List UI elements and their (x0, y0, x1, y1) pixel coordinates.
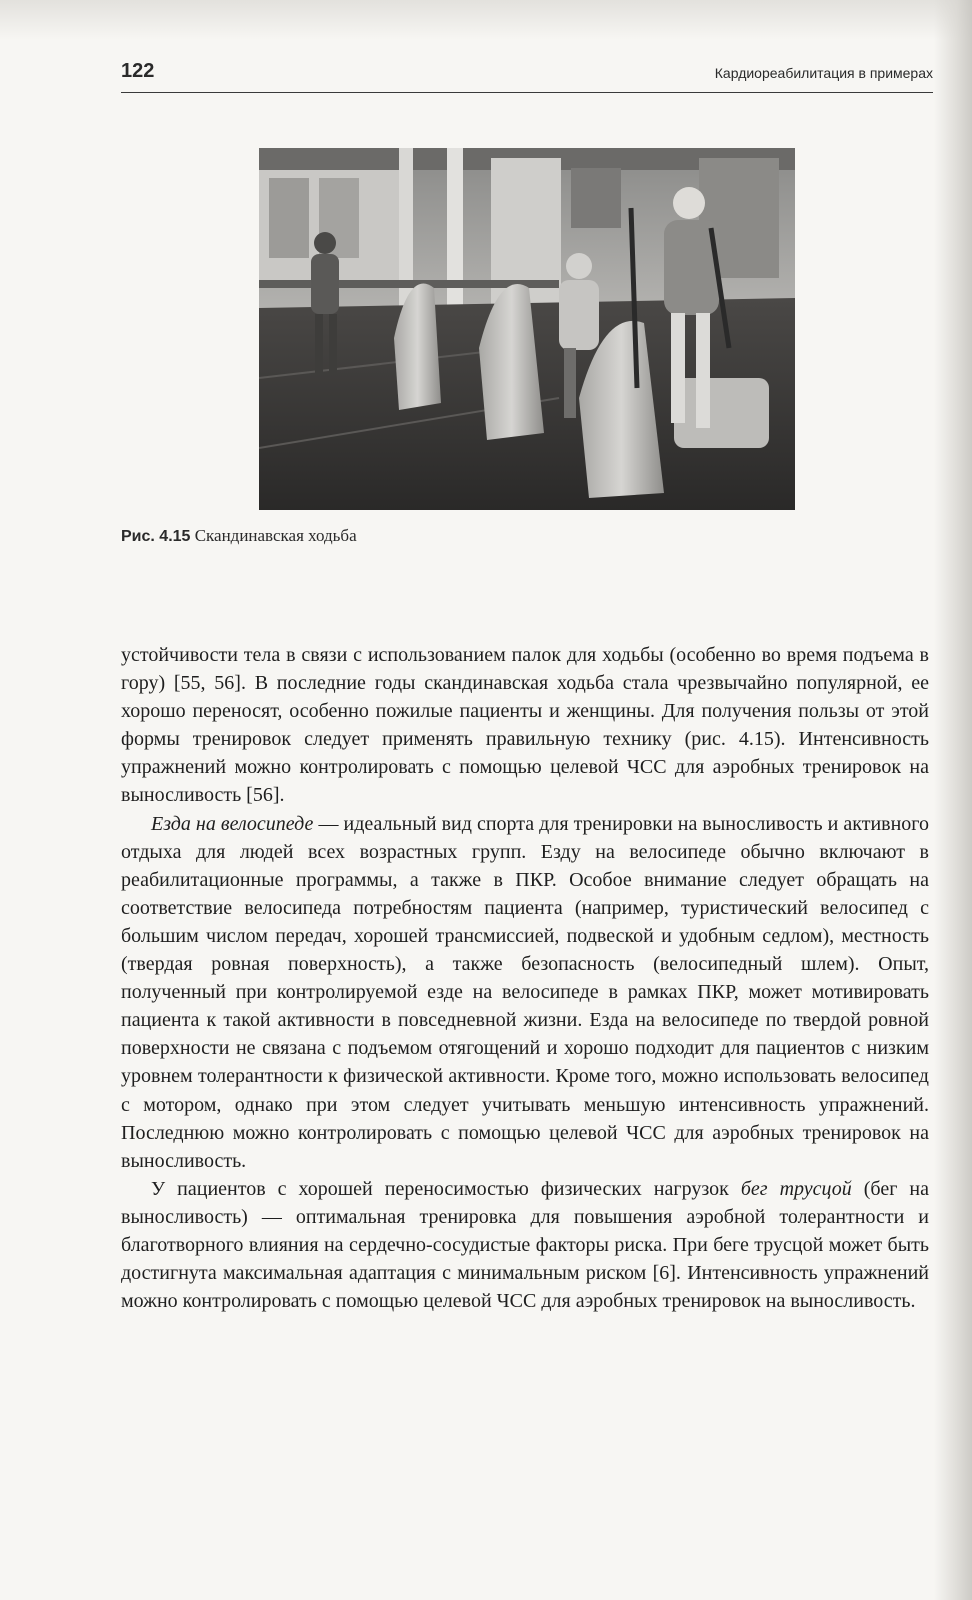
paragraph-nordic-walking: устойчивости тела в связи с использованием палок для ходьбы (особенно во время подъема в гору) [55, 56]. В последние годы скандинавская ходьба стала чрезвычайно популярной, ее хорошо переносят, особенно пожилые пациенты и женщины. Для получения пользы от этой формы тренировок следует применять правильную технику (рис. 4.15). Интенсивность упражнений можно контролировать с помощью целевой ЧСС для аэробных тренировок на выносливость [56]. (121, 644, 929, 807)
body-text (121, 641, 929, 1315)
term-cycling: Езда на велосипеде (151, 812, 314, 835)
jogging-text: (бег на выносливость) — оптимальная тренировка для повышения аэробной толерантности и благотворного влияния на сердечно-сосудистые факторы риска. При беге трусцой может быть достигнута максимальная адаптация с минимальным риском [6]. Интенсивность упражнений можно контролировать с помощью целевой ЧСС для аэробных тренировок на выносливость. (121, 1177, 929, 1313)
photo-nordic-walking-icon (259, 148, 795, 510)
page-edge-shadow (934, 0, 972, 1600)
running-title: Кардиореабилитация в примерах (714, 65, 933, 81)
figure-caption (121, 526, 357, 546)
figure-photo (259, 148, 795, 510)
page-number: 122 (121, 60, 155, 82)
caption-text: Скандинавская ходьба (194, 526, 357, 545)
cycling-text: — идеальный вид спорта для тренировки на выносливость и активного отдыха для людей всех возрастных групп. Езду на велосипеде обычно включают в реабилитационные программы, а также в ПКР. Особое внимание следует обращать на соответствие велосипеда потребностям пациента (например, туристический велосипед с большим числом передач, хорошей трансмиссией, подвеской и удобным седлом), местность (твердая ровная поверхность), а также безопасность (велосипедный шлем). Опыт, полученный при контролируемой езде на велосипеде в рамках ПКР, может мотивировать пациента к такой активности в повседневной жизни. Езда на велосипеде по твердой ровной поверхности не связана с подъемом отягощений и хорошо подходит для пациентов с низким уровнем толерантности к физической активности. Кроме того, можно использовать велосипед с мотором, однако при этом следует учитывать меньшую интенсивность упражнений. Последнюю можно контролировать с помощью целевой ЧСС для аэробных тренировок на выносливость. (121, 812, 929, 1172)
page-top-shadow (0, 0, 972, 40)
page-header (121, 58, 933, 94)
header-rule (121, 92, 933, 93)
jogging-intro: У пациентов с хорошей переносимостью физических нагрузок (151, 1177, 741, 1200)
paragraph-jogging (121, 1175, 929, 1315)
term-jogging: бег трусцой (740, 1177, 852, 1200)
paragraph-cycling (121, 810, 929, 1175)
caption-label: Рис. 4.15 (121, 528, 191, 545)
